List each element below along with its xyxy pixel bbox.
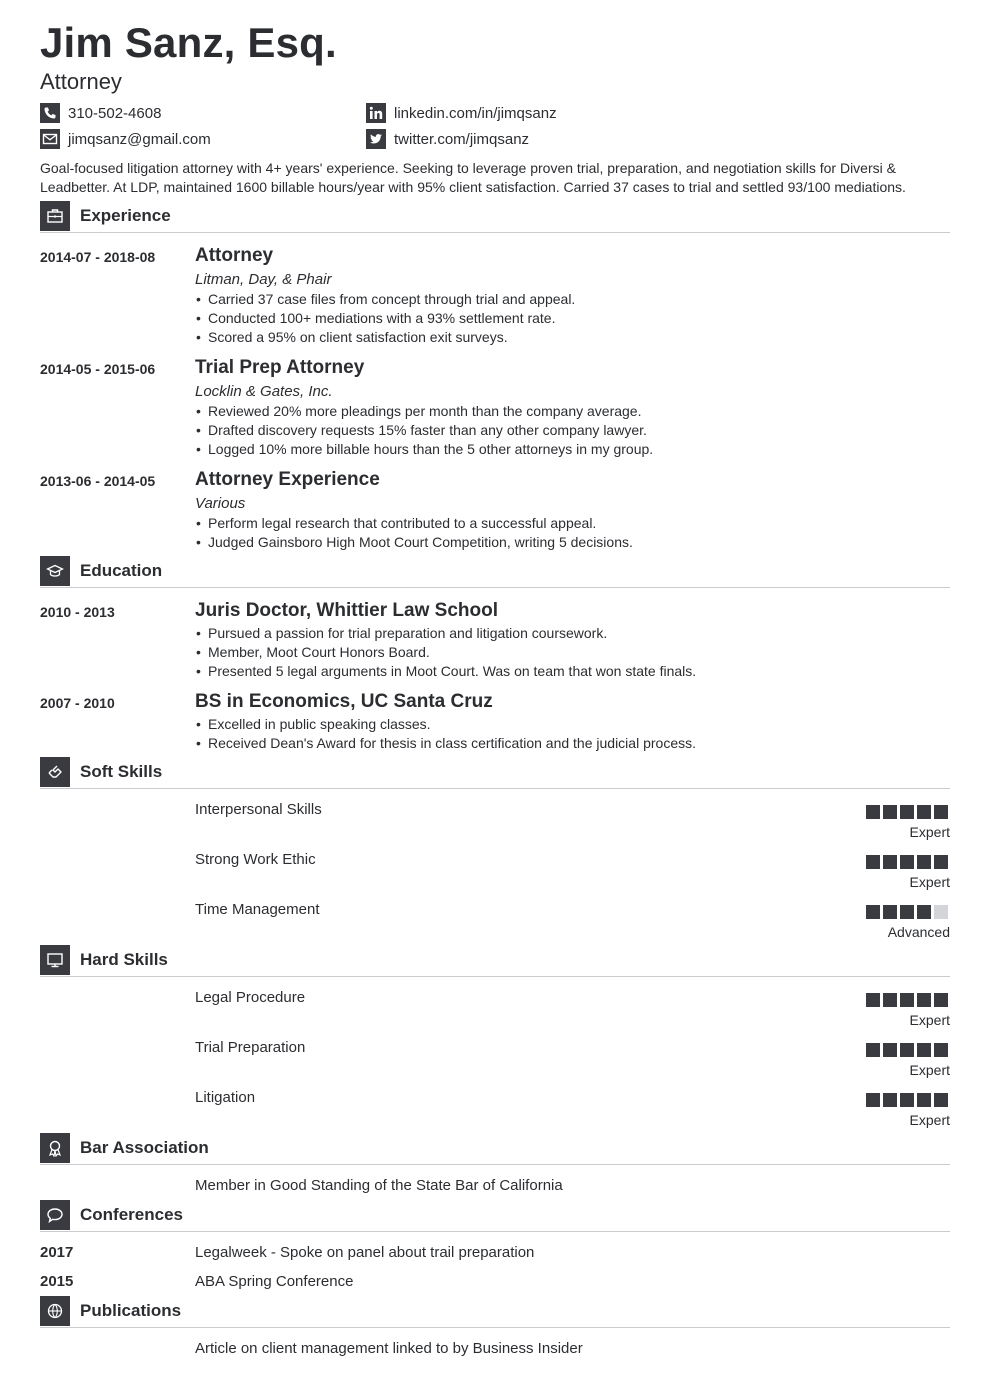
rating-square-filled bbox=[917, 855, 931, 869]
skill-rating bbox=[866, 1093, 950, 1107]
bullet-item: • Carried 37 case files from concept through trial and appeal. bbox=[195, 290, 575, 309]
candidate-title: Attorney bbox=[40, 69, 122, 94]
rating-square-filled bbox=[883, 905, 897, 919]
bar-association-text: Member in Good Standing of the State Bar of California bbox=[195, 1177, 563, 1194]
linkedin-text[interactable]: linkedin.com/in/jimqsanz bbox=[394, 104, 557, 122]
bullet-item: • Drafted discovery requests 15% faster than any other company lawyer. bbox=[195, 421, 653, 440]
rating-square-filled bbox=[883, 1043, 897, 1057]
contact-linkedin bbox=[366, 103, 557, 123]
skill-rating bbox=[866, 855, 950, 869]
experience-company: Litman, Day, & Phair bbox=[195, 271, 332, 288]
rating-square-filled bbox=[917, 993, 931, 1007]
skill-name: Time Management bbox=[195, 901, 320, 918]
education-title: Juris Doctor, Whittier Law School bbox=[195, 600, 498, 621]
skill-level: Advanced bbox=[887, 924, 950, 940]
contact-twitter bbox=[366, 129, 529, 149]
twitter-icon bbox=[366, 129, 386, 149]
education-bullets bbox=[195, 715, 696, 753]
experience-title: Attorney Experience bbox=[195, 469, 380, 490]
education-title: BS in Economics, UC Santa Cruz bbox=[195, 691, 493, 712]
rating-square-filled bbox=[866, 805, 880, 819]
bullet-item: • Received Dean's Award for thesis in class certification and the judicial process. bbox=[195, 734, 696, 753]
education-bullets bbox=[195, 624, 696, 681]
briefcase-icon bbox=[40, 201, 70, 231]
rating-square-filled bbox=[900, 1043, 914, 1057]
profile-summary: Goal-focused litigation attorney with 4+ years' experience. Seeking to leverage proven trial, preparation, and negotiation skills for Diversi & Leadbetter. At LDP, maintained 1600 billable hours/year with 95% client satisfaction. Carried 37 cases to trial and settled 93/100 mediations. bbox=[40, 160, 906, 195]
rating-square-filled bbox=[917, 1093, 931, 1107]
bullet-item: • Conducted 100+ mediations with a 93% settlement rate. bbox=[195, 309, 575, 328]
graduation-cap-icon bbox=[40, 556, 70, 586]
rating-square-filled bbox=[917, 905, 931, 919]
candidate-name: Jim Sanz, Esq. bbox=[40, 19, 337, 66]
bullet-item: • Reviewed 20% more pleadings per month than the company average. bbox=[195, 402, 653, 421]
conference-text: Legalweek - Spoke on panel about trail preparation bbox=[195, 1244, 535, 1261]
bullet-item: • Member, Moot Court Honors Board. bbox=[195, 643, 696, 662]
section-title: Hard Skills bbox=[80, 950, 168, 969]
rating-square-filled bbox=[934, 855, 948, 869]
conference-year: 2017 bbox=[40, 1244, 74, 1261]
rating-square-filled bbox=[866, 855, 880, 869]
rating-square-empty bbox=[934, 905, 948, 919]
skill-name: Legal Procedure bbox=[195, 989, 306, 1006]
section-title: Conferences bbox=[80, 1205, 183, 1224]
rating-square-filled bbox=[934, 805, 948, 819]
rating-square-filled bbox=[934, 1043, 948, 1057]
email-text[interactable]: jimqsanz@gmail.com bbox=[68, 130, 211, 148]
rating-square-filled bbox=[883, 855, 897, 869]
conference-year: 2015 bbox=[40, 1273, 74, 1290]
handshake-icon bbox=[40, 757, 70, 787]
skill-level: Expert bbox=[909, 1112, 950, 1128]
contact-phone bbox=[40, 103, 161, 123]
rating-square-filled bbox=[866, 1093, 880, 1107]
rating-square-filled bbox=[934, 1093, 948, 1107]
skill-level: Expert bbox=[909, 824, 950, 840]
education-dates: 2007 - 2010 bbox=[40, 695, 115, 711]
skill-level: Expert bbox=[909, 1012, 950, 1028]
rating-square-filled bbox=[866, 993, 880, 1007]
skill-name: Litigation bbox=[195, 1089, 256, 1106]
conferences-section-header bbox=[40, 1200, 950, 1232]
experience-title: Attorney bbox=[195, 245, 274, 266]
contact-email bbox=[40, 129, 211, 149]
twitter-text[interactable]: twitter.com/jimqsanz bbox=[394, 130, 530, 148]
monitor-icon bbox=[40, 945, 70, 975]
bullet-item: • Presented 5 legal arguments in Moot Court. Was on team that won state finals. bbox=[195, 662, 696, 681]
education-dates: 2010 - 2013 bbox=[40, 604, 115, 620]
rating-square-filled bbox=[917, 805, 931, 819]
skill-rating bbox=[866, 805, 950, 819]
experience-company: Locklin & Gates, Inc. bbox=[195, 383, 333, 400]
rating-square-filled bbox=[900, 805, 914, 819]
skill-name: Strong Work Ethic bbox=[195, 851, 316, 868]
publication-text: Article on client management linked to by Business Insider bbox=[195, 1340, 583, 1357]
skill-rating bbox=[866, 993, 950, 1007]
experience-title: Trial Prep Attorney bbox=[195, 357, 365, 378]
rating-square-filled bbox=[900, 993, 914, 1007]
linkedin-icon bbox=[366, 103, 386, 123]
rating-square-filled bbox=[883, 805, 897, 819]
experience-dates: 2013-06 - 2014-05 bbox=[40, 473, 156, 489]
rating-square-filled bbox=[866, 905, 880, 919]
experience-dates: 2014-05 - 2015-06 bbox=[40, 361, 156, 377]
bullet-item: • Perform legal research that contributed to a successful appeal. bbox=[195, 514, 633, 533]
experience-company: Various bbox=[195, 495, 246, 512]
bullet-item: • Scored a 95% on client satisfaction exit surveys. bbox=[195, 328, 575, 347]
rating-square-filled bbox=[900, 905, 914, 919]
bullet-item: • Pursued a passion for trial preparation and litigation coursework. bbox=[195, 624, 696, 643]
speech-bubble-icon bbox=[40, 1200, 70, 1230]
section-title: Bar Association bbox=[80, 1138, 209, 1157]
soft-skills-section-header bbox=[40, 757, 950, 789]
bullet-item: • Excelled in public speaking classes. bbox=[195, 715, 696, 734]
skill-rating bbox=[866, 1043, 950, 1057]
bullet-item: • Judged Gainsboro High Moot Court Competition, writing 5 decisions. bbox=[195, 533, 633, 552]
email-icon bbox=[40, 129, 60, 149]
rating-square-filled bbox=[883, 1093, 897, 1107]
award-ribbon-icon bbox=[40, 1133, 70, 1163]
section-title: Education bbox=[80, 561, 163, 580]
rating-square-filled bbox=[900, 855, 914, 869]
rating-square-filled bbox=[883, 993, 897, 1007]
skill-level: Expert bbox=[909, 874, 950, 890]
experience-bullets bbox=[195, 514, 633, 552]
publications-section-header bbox=[40, 1296, 950, 1328]
phone-icon bbox=[40, 103, 60, 123]
experience-section-header bbox=[40, 201, 950, 233]
section-title: Experience bbox=[80, 206, 171, 225]
phone-text[interactable]: 310-502-4608 bbox=[68, 104, 162, 122]
rating-square-filled bbox=[900, 1093, 914, 1107]
experience-bullets bbox=[195, 402, 653, 459]
rating-square-filled bbox=[934, 993, 948, 1007]
rating-square-filled bbox=[866, 1043, 880, 1057]
bar-association-section-header bbox=[40, 1133, 950, 1165]
skill-name: Interpersonal Skills bbox=[195, 801, 322, 818]
hard-skills-section-header bbox=[40, 945, 950, 977]
bullet-item: • Logged 10% more billable hours than the 5 other attorneys in my group. bbox=[195, 440, 653, 459]
basketball-icon bbox=[40, 1296, 70, 1326]
rating-square-filled bbox=[917, 1043, 931, 1057]
education-section-header bbox=[40, 556, 950, 588]
section-title: Soft Skills bbox=[80, 762, 163, 781]
skill-level: Expert bbox=[909, 1062, 950, 1078]
experience-dates: 2014-07 - 2018-08 bbox=[40, 249, 156, 265]
conference-text: ABA Spring Conference bbox=[195, 1273, 354, 1290]
section-title: Publications bbox=[80, 1301, 182, 1320]
skill-rating bbox=[866, 905, 950, 919]
experience-bullets bbox=[195, 290, 575, 347]
skill-name: Trial Preparation bbox=[195, 1039, 306, 1056]
